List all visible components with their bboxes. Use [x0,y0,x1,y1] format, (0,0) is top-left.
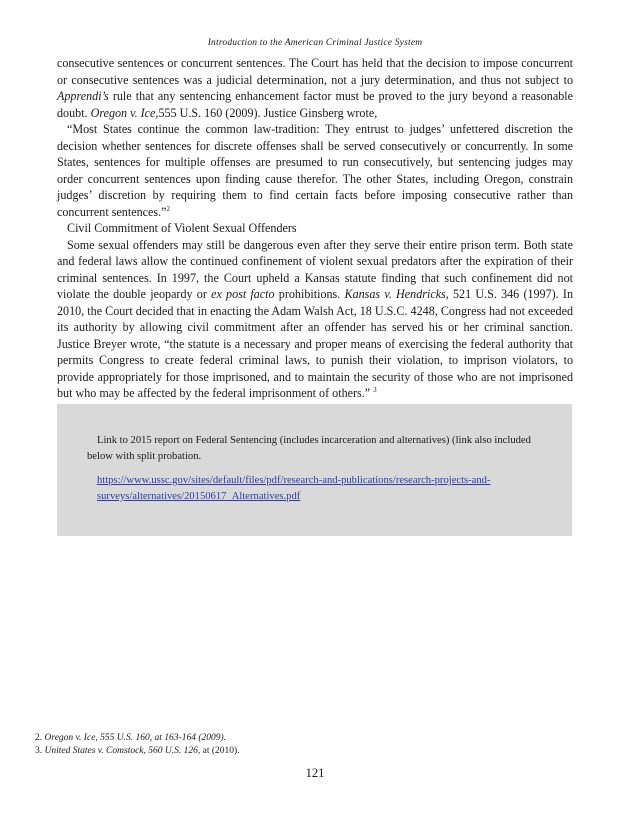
footnote-ref-3[interactable]: 3 [373,385,377,394]
paragraph-civil-commitment: Some sexual offenders may still be dangerous even after they serve their entire prison term. Both state and federal laws allow the continued confinement of violent sexual predators after the expiration of their criminal sentences. In 1997, the Court upheld a Kansas statute finding that such confinement did not violate the double jeopardy or ex post facto prohibitions. Kansas v. Hendricks, 521 U.S. 346 (1997). In 2010, the Court decided that in enacting the Adam Walsh Act, 18 U.S.C. 4248, Congress had not exceeded its authority by allowing civil commitment after an offender has served his or her criminal sanction. Justice Breyer wrote, “the statute is a necessary and proper means of exercising the federal authority that permits Congress to create federal criminal laws, to punish their violation, to imprison violators, to provide appropriately for those imprisoned, and to maintain the security of those who are not imprisoned but who may be affected by the federal imprisonment of others.” $^3$ [57,237,573,400]
running-header: Introduction to the American Criminal Justice System [207,38,423,48]
body-text [57,55,573,402]
footnote-3: 3. United States v. Comstock, 560 U.S. 126, at (2010). [35,746,240,756]
footnotes [35,732,575,758]
callout-box [57,404,572,536]
footnote-ref-2[interactable]: 2 [166,204,170,213]
report-link[interactable]: https://www.ussc.gov/sites/default/files/pdf/research-and-publications/research-projects-and-surveys/alternatives/20150617_Alternatives.pdf [97,475,491,502]
callout-text: Link to 2015 report on Federal Sentencing (includes incarceration and alternatives) (link also included below with split probation. [87,435,531,462]
section-heading: Civil Commitment of Violent Sexual Offenders [67,221,297,235]
paragraph-sentencing: consecutive sentences or concurrent sentences. The Court has held that the decision to impose concurrent or consecutive sentences was a judicial determination, not a jury determination, and thus not subject to Apprendi’s rule that any sentencing enhancement factor must be proved to the jury beyond a reasonable doubt. Oregon v. Ice,555 U.S. 160 (2009). Justice Ginsberg wrote, [57,56,573,120]
page-number: 121 [305,766,325,780]
callout-url-line [87,473,542,505]
paragraph-ginsberg-quote: “Most States continue the common law-tradition: They entrust to judges’ unfettered discretion the decision whether sentences for discrete offenses shall be served consecutively or concurrently. In some States, sentences for multiple offenses are presumed to run consecutively, but sentencing judges may order concurrent sentences upon finding cause therefor. The other States, including Oregon, constrain judges’ discretion by requiring them to find certain facts before imposing consecutive rather than concurrent sentences.”$^2$ [57,122,573,219]
footnote-2: 2. Oregon v. Ice, 555 U.S. 160, at 163-164 (2009). [35,733,227,743]
